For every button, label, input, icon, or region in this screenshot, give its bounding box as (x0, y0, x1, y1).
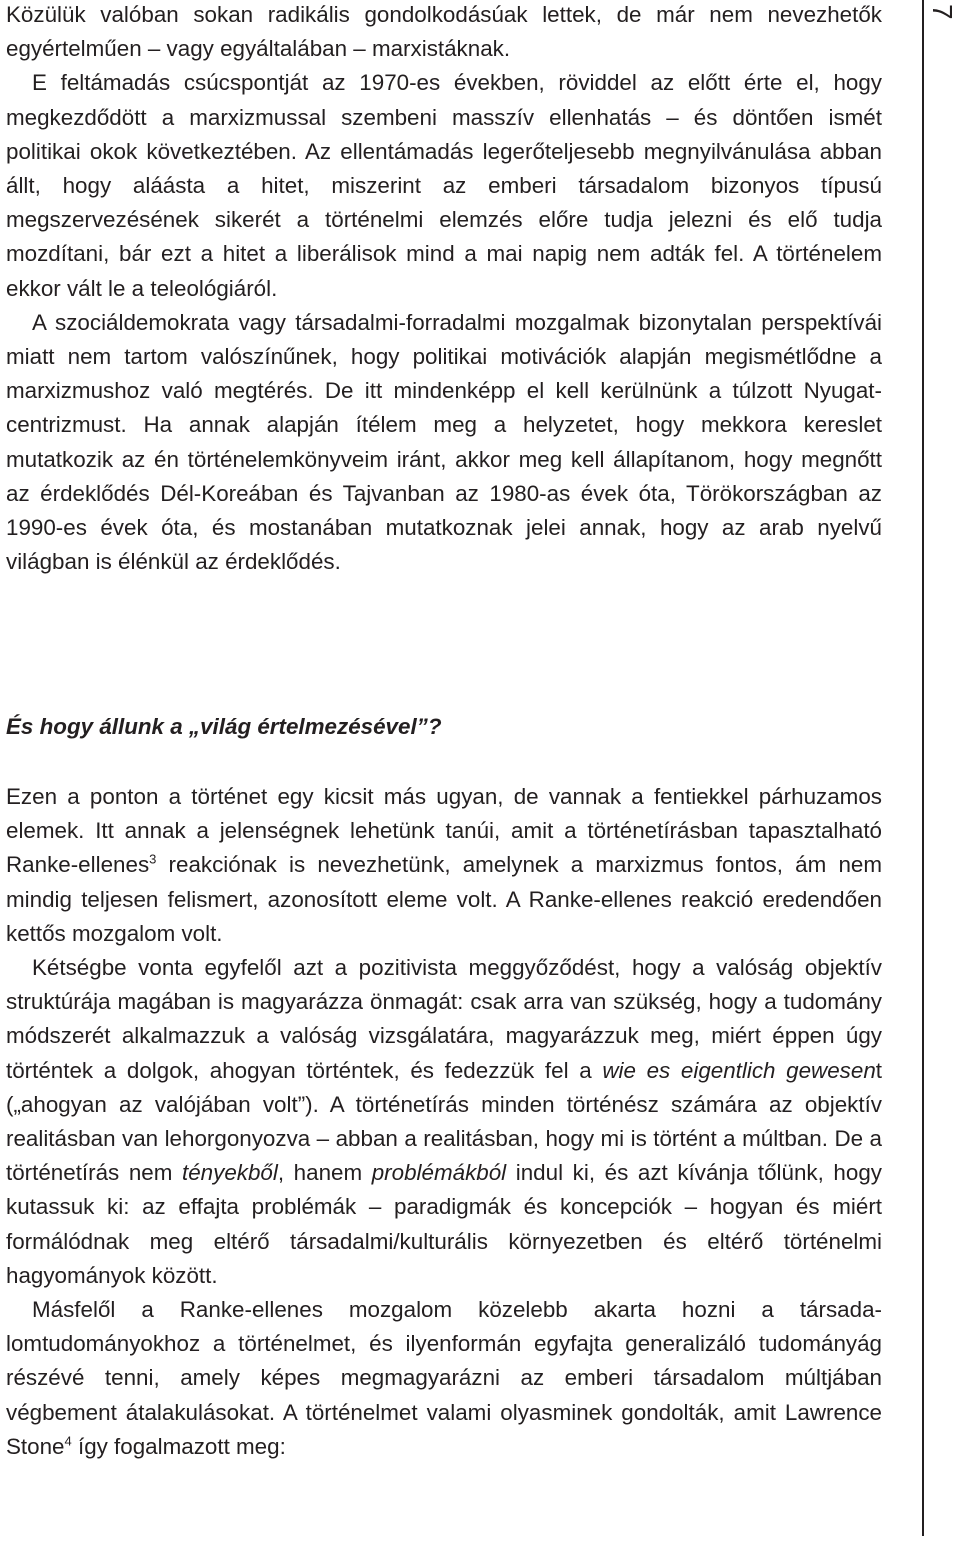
paragraph-4-text-b: reakciónak is nevezhetünk, amelynek a marxizmus fontos, ám nem mindig teljesen felismert, azonosított eleme volt. A Ranke-ellenes reakció eredendően kettős mozgalom volt. (6, 852, 882, 946)
page-body (6, 0, 883, 1459)
margin-rule (922, 0, 924, 1536)
paragraph-4-text-a: Ezen a ponton a történet egy kicsit más ugyan, de vannak a fentiekkel párhuzamos elemek. Itt annak a jelenségnek lehetünk tanúi, amit a történetírásban tapasztalható Ranke-ellenes (6, 784, 882, 878)
paragraph-4 (6, 780, 882, 951)
paragraph-5-text-b: t („ahogyan az valójában volt”). A történetírás minden történész számára az objektív realitásban van lehorgonyozva – abban a realitásban, hogy mi is történt a múltban. De a történetírás nem (6, 1057, 883, 1186)
footnote-ref-3[interactable]: 3 (149, 851, 157, 867)
paragraph-1: Közülük valóban sokan radikális gondolkodásúak lettek, de már nem nevezhetők egyértelműen – vagy egyáltalában – marxistáknak. (6, 2, 882, 62)
paragraph-6 (6, 1293, 882, 1464)
paragraph-6-text-a: Másfelől a Ranke-ellenes mozgalom közelebb akarta hozni a társadalomtudományokhoz a történelmet, és ilyenformán egyfajta generalizáló tudományág részévé tenni, amely képes megmagyarázni az emberi társadalom múltjában végbement átalakulásokat. A történelmet valami olyasminek gondolták, amit Lawrence Stone (6, 1297, 882, 1459)
italic-phrase-german: wie es eigentlich gewesen (602, 1057, 876, 1083)
paragraph-3: A szociáldemokrata vagy társadalmi-forradalmi mozgalmak bizonytalan perspektívái miatt nem tartom valószínűnek, hogy politikai motivációk alapján megismétlődne a marxizmushoz való megtérés. De itt mindenképp el kell kerülnünk a túlzott Nyugat-centrizmust. Ha annak alapján ítélem meg a helyzetet, hogy mekkora kereslet mutatkozik az én történelemkönyveim iránt, akkor meg kell állapítanom, hogy megnőtt az érdeklődés Dél-Koreában és Tajvanban az 1980-as évek óta, Törökországban az 1990-es évek óta, és mostanában mutatkoznak jelei annak, hogy az arab nyelvű világban is élénkül az érdeklődés. (6, 309, 882, 575)
footnote-ref-4[interactable]: 4 (64, 1433, 72, 1449)
italic-word-tenyekbol: tényekből (182, 1160, 278, 1186)
section-heading: És hogy állunk a „világ értelmezésével”? (6, 714, 442, 739)
paragraph-5-text-a: Kétségbe vonta egyfelől azt a pozitivista meggyőződést, hogy a valóság objektív struktúrája magában is magyarázza önmagát: csak arra van szükség, hogy a tudomány módszerét alkalmazzuk a valóság vizsgálatára, magyarázzuk meg, miért éppen úgy történtek a dolgok, ahogyan történtek, és fedezzük fel a (6, 955, 882, 1083)
page-number: 7 (927, 4, 958, 20)
paragraph-6-text-b: így fogalmazott meg: (71, 1433, 286, 1459)
paragraph-2: E feltámadás csúcspontját az 1970-es években, röviddel az előtt érte el, hogy megkezdődött a marxizmussal szembeni masszív ellenhatás – és döntően ismét politikai okok következtében. Az ellentámadás legerőteljesebb megnyilvánulása abban állt, hogy aláásta a hitet, miszerint az emberi társadalom bizonyos típusú megszervezésének sikerét a történelmi elemzés előre tudja jelezni és elő tudja mozdítani, bár ezt a hitet a liberálisok mind a mai napig nem adták fel. A történelem ekkor vált le a teleológiáról. (6, 70, 882, 301)
paragraph-5 (6, 951, 882, 1293)
paragraph-5-text-c: , hanem (277, 1160, 372, 1186)
section-1-text (6, 0, 882, 579)
section-2-text (6, 780, 882, 1464)
italic-word-problemakbol: problémákból (371, 1160, 507, 1186)
paragraph-5-text-d: indul ki, és azt kívánja tőlünk, hogy kutassuk ki: az effajta problémák – paradigmák és koncepciók – hogyan és miért formálódnak meg eltérő társadalmi/kulturális környezetben és eltérő történelmi hagyományok között. (6, 1160, 882, 1288)
